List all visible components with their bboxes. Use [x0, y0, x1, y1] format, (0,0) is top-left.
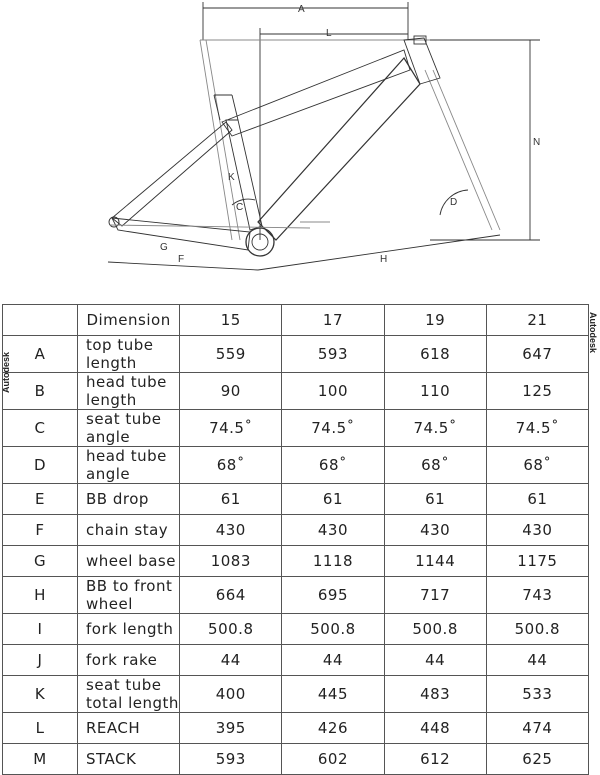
table-row — [3, 515, 589, 546]
row-value: 61 — [486, 484, 588, 515]
row-value: 74.5˚ — [180, 410, 282, 447]
row-value: 74.5˚ — [282, 410, 384, 447]
row-dimension-name: BB drop — [78, 484, 180, 515]
row-value: 430 — [384, 515, 486, 546]
table-row — [3, 577, 589, 614]
diagram-label-f: F — [178, 254, 185, 265]
row-code: G — [3, 546, 78, 577]
dim-line-h — [258, 235, 500, 270]
diagram-label-g: G — [160, 242, 168, 253]
watermark-right: Autodesk — [588, 312, 598, 354]
table-row — [3, 447, 589, 484]
row-value: 110 — [384, 373, 486, 410]
row-value: 125 — [486, 373, 588, 410]
diagram-label-d: D — [450, 197, 458, 208]
table-row — [3, 336, 589, 373]
row-value: 500.8 — [180, 614, 282, 645]
table-row — [3, 676, 589, 713]
row-dimension-name: fork rake — [78, 645, 180, 676]
header-blank — [3, 305, 78, 336]
top-tube — [222, 50, 410, 136]
head-tube — [404, 38, 440, 84]
row-code: C — [3, 410, 78, 447]
row-value: 445 — [282, 676, 384, 713]
row-value: 400 — [180, 676, 282, 713]
row-value: 44 — [384, 645, 486, 676]
row-value: 44 — [486, 645, 588, 676]
row-value: 612 — [384, 744, 486, 775]
row-value: 68˚ — [384, 447, 486, 484]
row-value: 695 — [282, 577, 384, 614]
row-value: 74.5˚ — [384, 410, 486, 447]
row-code: E — [3, 484, 78, 515]
diagram-label-a: A — [298, 4, 305, 15]
row-value: 44 — [180, 645, 282, 676]
row-value: 559 — [180, 336, 282, 373]
row-value: 100 — [282, 373, 384, 410]
row-value: 1175 — [486, 546, 588, 577]
row-value: 61 — [180, 484, 282, 515]
row-value: 474 — [486, 713, 588, 744]
diagram-label-k: K — [228, 172, 235, 183]
row-value: 483 — [384, 676, 486, 713]
row-code: M — [3, 744, 78, 775]
row-value: 68˚ — [180, 447, 282, 484]
row-value: 74.5˚ — [486, 410, 588, 447]
size-header: 17 — [282, 305, 384, 336]
row-dimension-name: top tube length — [78, 336, 180, 373]
table-row — [3, 614, 589, 645]
diagram-label-c: C — [236, 202, 244, 213]
row-value: 500.8 — [384, 614, 486, 645]
table-row — [3, 744, 589, 775]
table-row — [3, 546, 589, 577]
row-value: 68˚ — [282, 447, 384, 484]
row-value: 90 — [180, 373, 282, 410]
row-dimension-name: REACH — [78, 713, 180, 744]
size-header: 19 — [384, 305, 486, 336]
table-row — [3, 373, 589, 410]
row-value: 68˚ — [486, 447, 588, 484]
diagram-label-n: N — [533, 137, 541, 148]
row-value: 664 — [180, 577, 282, 614]
row-code: F — [3, 515, 78, 546]
row-dimension-name: wheel base — [78, 546, 180, 577]
row-value: 1083 — [180, 546, 282, 577]
row-code: A — [3, 336, 78, 373]
frame-geometry-drawing — [0, 0, 600, 300]
row-value: 61 — [282, 484, 384, 515]
row-value: 500.8 — [282, 614, 384, 645]
row-value: 395 — [180, 713, 282, 744]
row-dimension-name: head tube length — [78, 373, 180, 410]
row-value: 602 — [282, 744, 384, 775]
row-value: 625 — [486, 744, 588, 775]
row-dimension-name: chain stay — [78, 515, 180, 546]
row-value: 717 — [384, 577, 486, 614]
table-row — [3, 484, 589, 515]
row-value: 593 — [180, 744, 282, 775]
row-code: B — [3, 373, 78, 410]
table-row — [3, 713, 589, 744]
row-dimension-name: seat tube angle — [78, 410, 180, 447]
watermark-left: Autodesk — [1, 352, 11, 394]
dimension-header: Dimension — [78, 305, 180, 336]
row-dimension-name: seat tube total length — [78, 676, 180, 713]
row-value: 61 — [384, 484, 486, 515]
row-dimension-name: fork length — [78, 614, 180, 645]
table-header-row — [3, 305, 589, 336]
row-value: 426 — [282, 713, 384, 744]
row-value: 593 — [282, 336, 384, 373]
row-dimension-name: STACK — [78, 744, 180, 775]
seat-stay — [112, 122, 232, 226]
row-code: D — [3, 447, 78, 484]
row-value: 1118 — [282, 546, 384, 577]
row-value: 448 — [384, 713, 486, 744]
row-value: 430 — [282, 515, 384, 546]
row-value: 533 — [486, 676, 588, 713]
diagram-label-h: H — [380, 254, 388, 265]
row-code: I — [3, 614, 78, 645]
row-value: 618 — [384, 336, 486, 373]
size-header: 21 — [486, 305, 588, 336]
row-value: 44 — [282, 645, 384, 676]
row-value: 430 — [180, 515, 282, 546]
row-code: J — [3, 645, 78, 676]
row-value: 430 — [486, 515, 588, 546]
row-code: H — [3, 577, 78, 614]
table-row — [3, 410, 589, 447]
row-dimension-name: BB to front wheel — [78, 577, 180, 614]
row-code: L — [3, 713, 78, 744]
row-value: 500.8 — [486, 614, 588, 645]
row-code: K — [3, 676, 78, 713]
table-row — [3, 645, 589, 676]
diagram-label-l: L — [326, 28, 332, 39]
down-tube — [258, 58, 420, 240]
size-header: 15 — [180, 305, 282, 336]
row-value: 647 — [486, 336, 588, 373]
row-value: 1144 — [384, 546, 486, 577]
row-value: 743 — [486, 577, 588, 614]
geometry-table — [2, 304, 589, 775]
row-dimension-name: head tube angle — [78, 447, 180, 484]
